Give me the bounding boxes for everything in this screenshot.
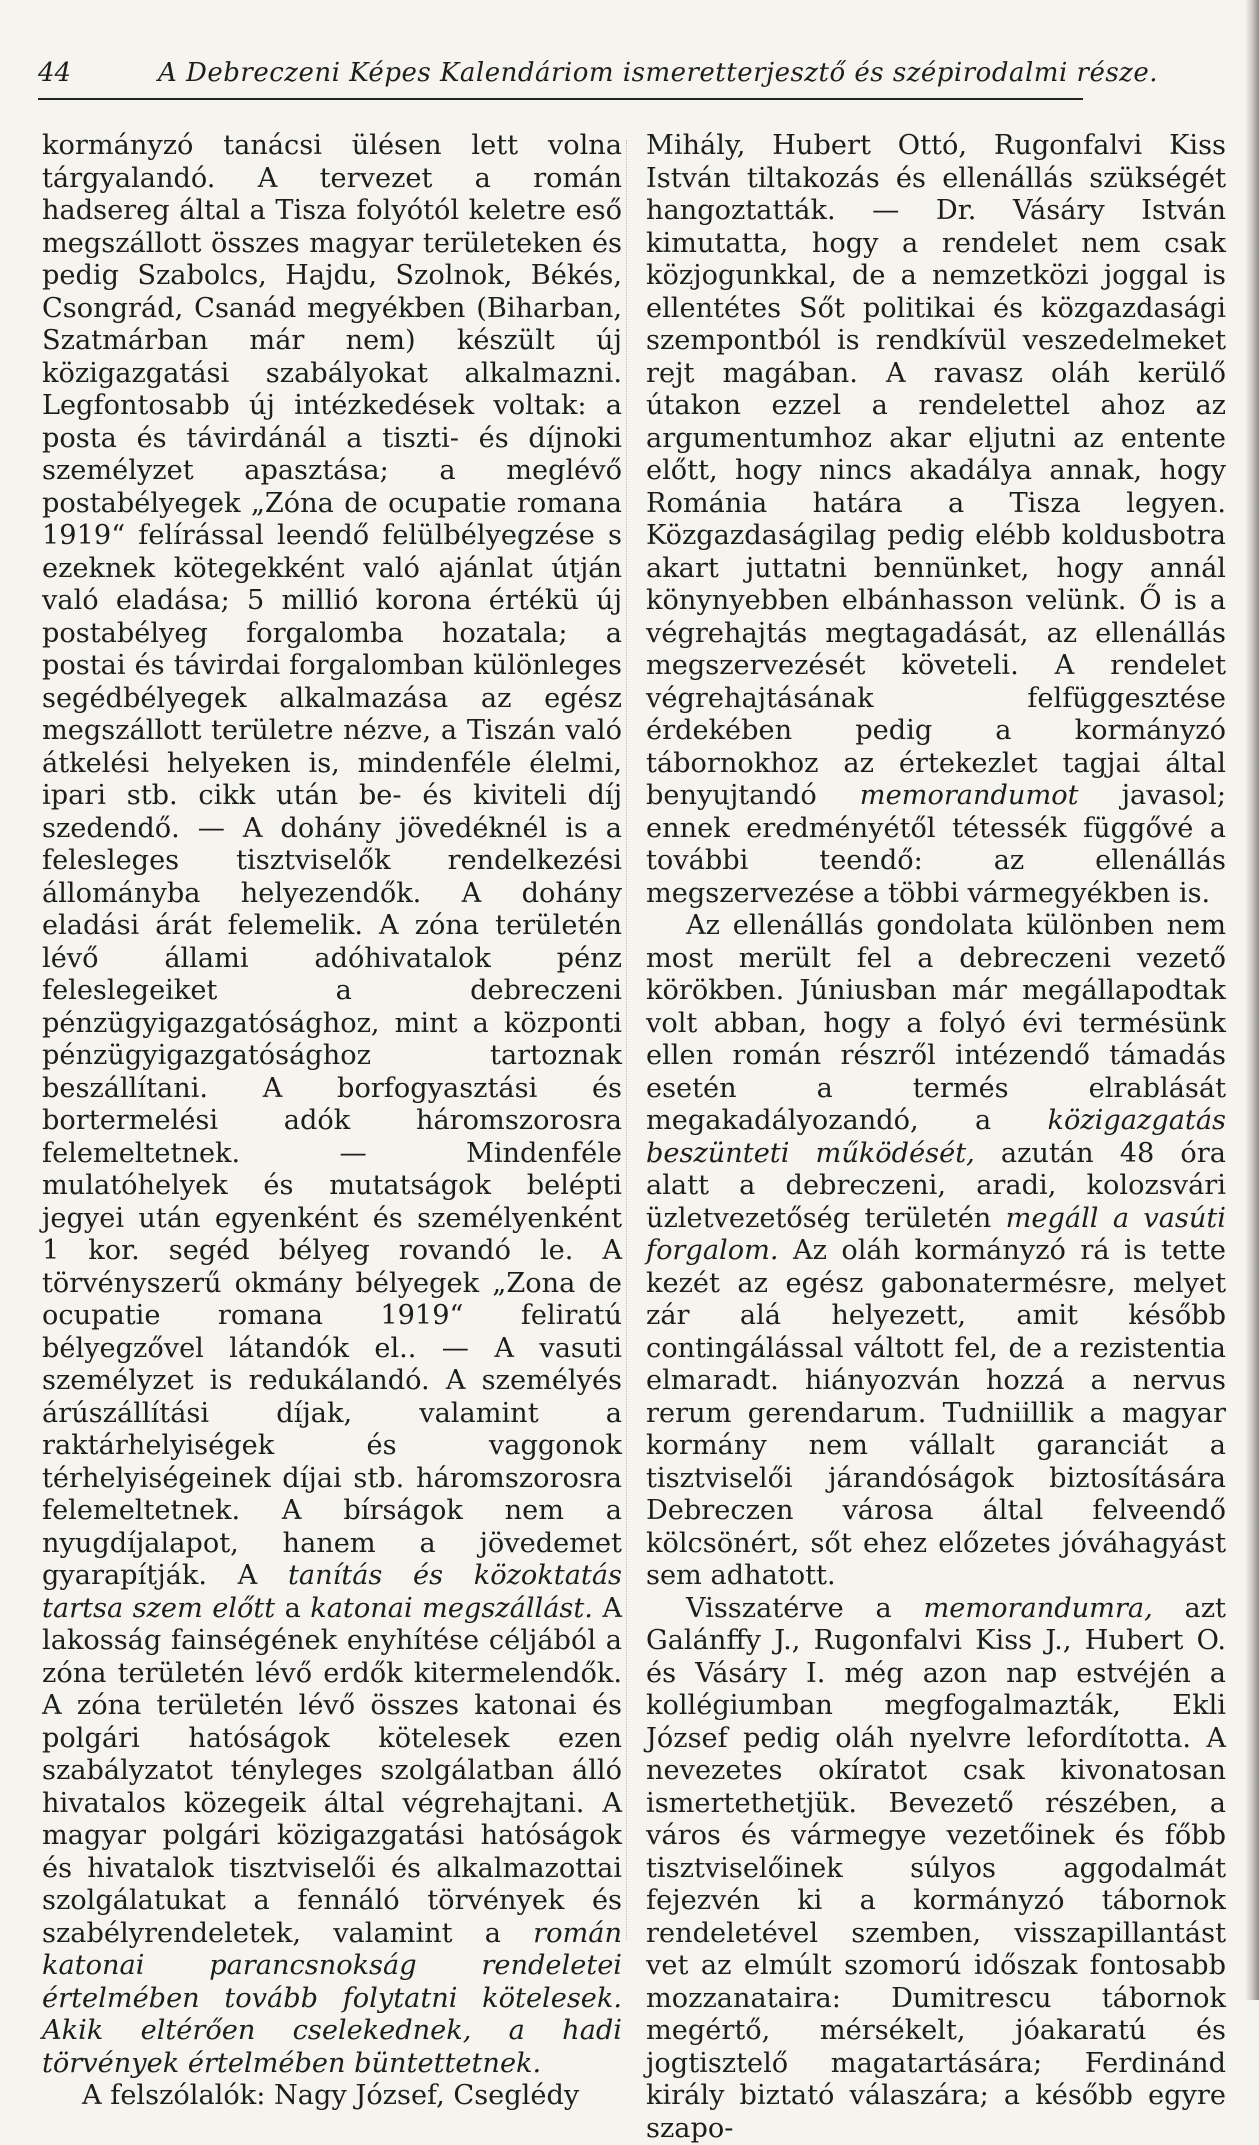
column-divider [626,140,627,1940]
running-title: A Debreczeni Képes Kalendáriom ismeretterjesztő és szépirodalmi része. [158,58,1158,88]
right-column [646,130,1226,2145]
right-paragraph-2: Az ellenállás gondolata különben nem most merült fel a debreczeni vezető körökben. Júniusban már megállapodtak volt abban, hogy a folyó évi termésünk ellen román részről intézendő támadás esetén a termés elrablását megakadályozandó, a közigazgatás beszünteti működését, azután 48 óra alatt a debreczeni, aradi, kolozsvári üzletvezetőség területén megáll a vasúti forgalom. Az oláh kormányzó rá is tette kezét az egész gabonatermésre, melyet zár alá helyezett, amit később contingálással váltott fel, de a rezistentia elmaradt. hiányozván hozzá a nervus rerum gerendarum. Tudniillik a magyar kormány nem vállalt garanciát a tisztviselői járandóságok biztosítására Debreczen városa által felveendő kölcsönért, sőt ehez előzetes jóváhagyást sem adhatott. [646,910,1226,1593]
page-number: 44 [38,58,71,88]
left-column [42,130,622,2113]
scanned-page-edge [1245,0,1259,2000]
left-paragraph-2: A felszólalók: Nagy József, Cseglédy [42,2080,622,2113]
left-paragraph-1: kormányzó tanácsi ülésen lett volna tárgyalandó. A tervezet a román hadsereg által a Tisza folyótól keletre eső megszállott összes magyar területeken és pedig Szabolcs, Hajdu, Szolnok, Békés, Csongrád, Csanád megyékben (Biharban, Szatmárban már nem) készült új közigazgatási szabályokat alkalmazni. Legfontosabb új intézkedések voltak: a posta és távirdánál a tiszti- és díjnoki személyzet apasztása; a meglévő postabélyegek „Zóna de ocupatie romana 1919“ felírással leendő felülbélyegzése s ezeknek kötegekként való ajánlat útján való eladása; 5 millió korona értékü új postabélyeg forgalomba hozatala; a postai és távirdai forgalomban különleges segédbélyegek alkalmazása az egész megszállott területre nézve, a Tiszán való átkelési helyeken is, mindenféle élelmi, ipari stb. cikk után be- és kiviteli díj szedendő. — A dohány jövedéknél is a felesleges tisztviselők rendelkezési állományba helyezendők. A dohány eladási árát felemelik. A zóna területén lévő állami adóhivatalok pénz feleslegeiket a debreczeni pénzügyigazgatósághoz, mint a központi pénzügyigazgatósághoz tartoznak beszállítani. A borfogyasztási és bortermelési adók háromszorosra felemeltetnek. — Mindenféle mulatóhelyek és mutatságok belépti jegyei után egyenként és személyenként 1 kor. segéd bélyeg rovandó le. A törvényszerű okmány bélyegek „Zona de ocupatie romana 1919“ feliratú bélyegzővel látandók el.. — A vasuti személyzet is redukálandó. A személyés árúszállítási díjak, valamint a raktárhelyiségek és vaggonok térhelyiségeinek díjai stb. háromszorosra felemeltetnek. A bírságok nem a nyugdíjalapot, hanem a jövedemet gyarapítják. A tanítás és közoktatás tartsa szem előtt a katonai megszállást. A lakosság fainségének enyhítése céljából a zóna területén lévő erdők kitermelendők. A zóna területén lévő összes katonai és polgári hatóságok kötelesek ezen szabályzatot tényleges szolgálatban álló hivatalos közegeik által végrehajtani. A magyar polgári közigazgatási hatóságok és hivatalok tisztviselői és alkalmazottai szolgálatukat a fennáló törvények és szabélyrendeletek, valamint a román katonai parancsnokság rendeletei értelmében tovább folytatni kötelesek. Akik eltérően cselekednek, a hadi törvények értelmében büntettetnek. [42,130,622,2080]
right-paragraph-1: Mihály, Hubert Ottó, Rugonfalvi Kiss István tiltakozás és ellenállás szükségét hangoztatták. — Dr. Vásáry István kimutatta, hogy a rendelet nem csak közjogunkkal, de a nemzetközi joggal is ellentétes Sőt politikai és közgazdasági szempontból is rendkívül veszedelmeket rejt magában. A ravasz oláh kerülő útakon ezzel a rendelettel ahoz az argumentumhoz akar eljutni az entente előtt, hogy nincs akadálya annak, hogy Románia határa a Tisza legyen. Közgazdaságilag pedig elébb koldusbotra akart juttatni bennünket, hogy annál könynyebben elbánhasson velünk. Ő is a végrehajtás megtagadását, az ellenállás megszervezését követeli. A rendelet végrehajtásának felfüggesztése érdekében pedig a kormányzó tábornokhoz az értekezlet tagjai által benyujtandó memorandumot javasol; ennek eredményétől tétessék függővé a további teendő: az ellenállás megszervezése a többi vármegyékben is. [646,130,1226,910]
right-paragraph-3: Visszatérve a memorandumra, azt Galánffy J., Rugonfalvi Kiss J., Hubert O. és Vásáry I. még azon nap estvéjén a kollégiumban megfogalmazták, Ekli József pedig oláh nyelvre lefordította. A nevezetes okíratot csak kivonatosan ismertethetjük. Bevezető részében, a város és vármegye vezetőinek és főbb tisztviselőinek súlyos aggodalmát fejezvén ki a kormányzó tábornok rendeletével szemben, visszapillantást vet az elmúlt szomorú időszak fontosabb mozzanataira: Dumitrescu tábornok megértő, mérsékelt, jóakaratú és jogtisztelő magatartására; Ferdinánd király biztató válaszára; a később egyre szapo- [646,1593,1226,2145]
running-header [38,58,1083,100]
